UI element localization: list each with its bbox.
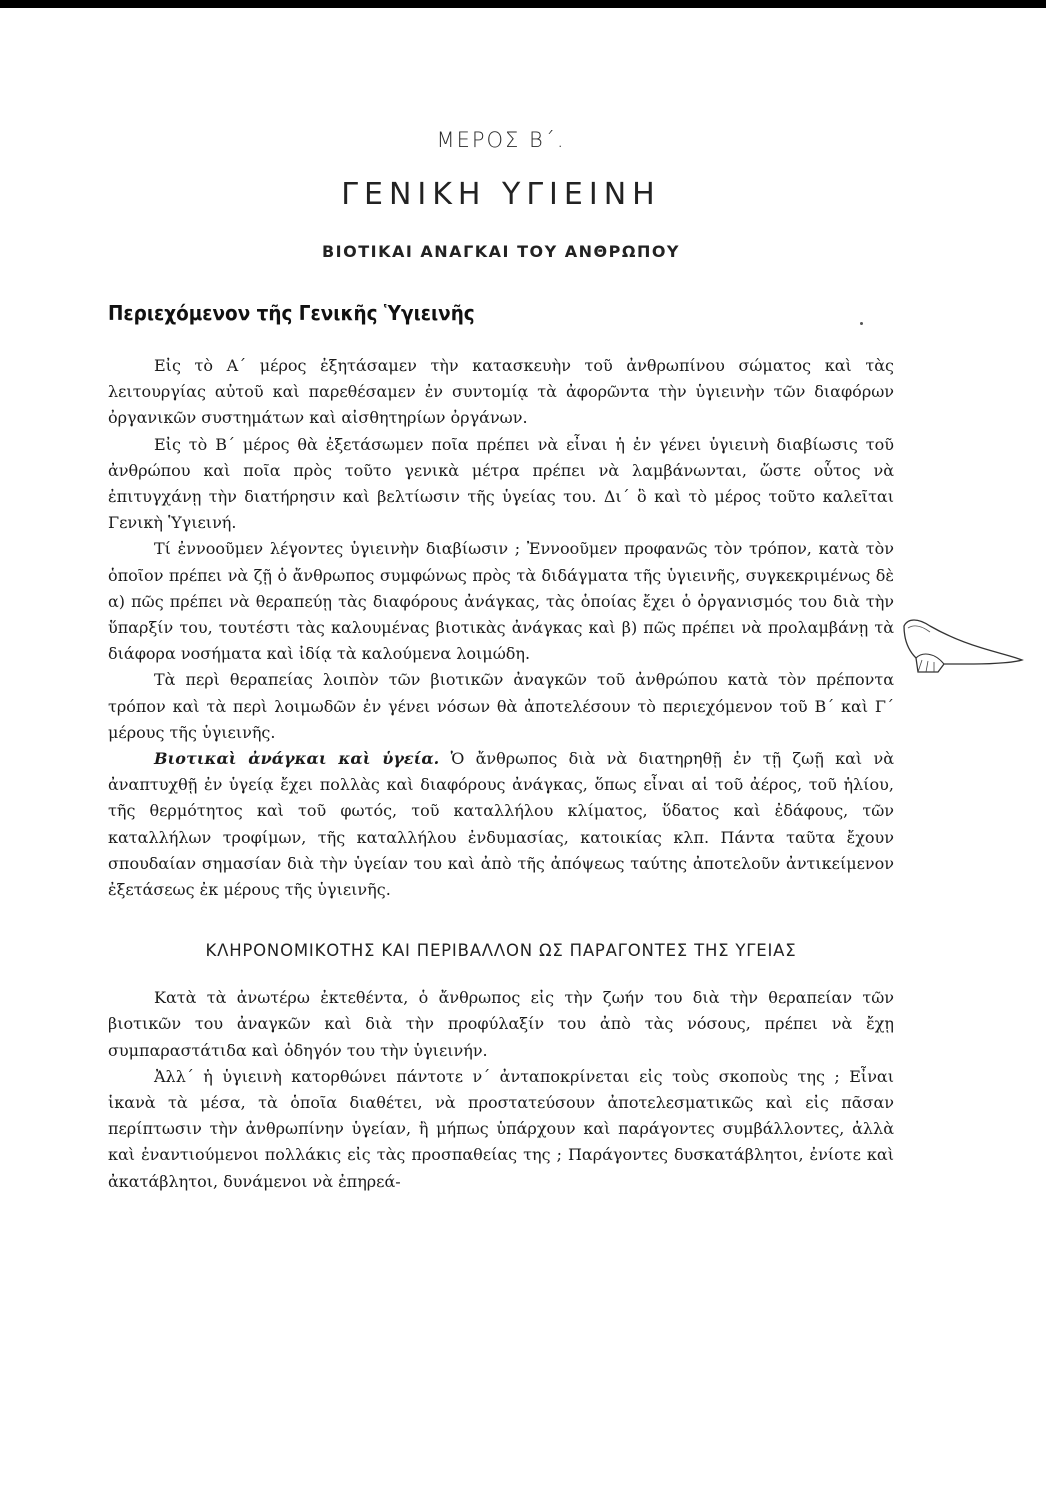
paragraph: Ἀλλ΄ ἡ ὑγιεινὴ κατορθώνει πάντοτε ν΄ ἀνταποκρίνεται εἰς τοὺς σκοποὺς της ; Εἶναι ἱκανὰ τὰ μέσα, τὰ ὁποῖα διαθέτει, νὰ προστατεύσουν ἀποτελεσματικῶς καὶ εἰς πᾶσαν περίπτωσιν τὴν ἀνθρωπίνην ὑγείαν, ἢ μήπως ὑπάρχουν καὶ παράγοντες συμβάλλοντες, ἀλλὰ καὶ ἐναντιούμενοι πολλάκις εἰς τὰς προσπαθείας της ; Παράγοντες δυσκατάβλητοι, ἐνίοτε καὶ ἀκατάβλητοι, δυνάμενοι νὰ ἐπηρεά- — [108, 1066, 894, 1191]
scan-top-border — [0, 0, 1046, 8]
paragraph-with-inline-title — [108, 746, 894, 903]
subtitle: ΒΙΟΤΙΚΑΙ ΑΝΑΓΚΑΙ ΤΟΥ ΑΝΘΡΩΠΟΥ — [321, 242, 681, 261]
section-heading-heredity: ΚΛΗΡΟΝΟΜΙΚΟΤΗΣ ΚΑΙ ΠΕΡΙΒΑΛΛΟΝ ΩΣ ΠΑΡΑΓΟΝΤΕΣ ΤΗΣ ΥΓΕΙΑΣ — [205, 941, 797, 961]
inline-paragraph-text: Ὁ ἄνθρωπος διὰ νὰ διατηρηθῇ ἐν τῇ ζωῇ καὶ νὰ ἀναπτυχθῇ ἐν ὑγείᾳ ἔχει πολλὰς καὶ διαφόρους ἀνάγκας, ὅπως εἶναι αἱ τοῦ ἀέρος, τοῦ ἡλίου, τῆς θερμότητος καὶ τοῦ φωτός, τοῦ καταλλήλου κλίματος, ὕδατος καὶ ἐδάφους, τῶν καταλλήλων τροφίμων, τῆς καταλλήλου ἐνδυμασίας, κατοικίας κλπ. Πάντα ταῦτα ἔχουν σπουδαίαν σημασίαν διὰ τὴν ὑγείαν του καὶ ἀπὸ τῆς ἀπόψεως ταύτης ἀποτελοῦν ἀντικείμενον ἐξετάσεως ἐκ μέρους τῆς ὑγιεινῆς. — [108, 749, 895, 900]
main-title: ΓΕΝΙΚΗ ΥΓΙΕΙΝΗ — [341, 177, 661, 212]
document-page — [108, 128, 894, 1195]
paragraph: Εἰς τὸ Α΄ μέρος ἐξητάσαμεν τὴν κατασκευὴν τοῦ ἀνθρωπίνου σώματος καὶ τὰς λειτουργίας αὐτοῦ καὶ παρεθέσαμεν ἐν συντομίᾳ τὰ ἀφορῶντα τὴν ὑγιεινὴν τῶν διαφόρων ὀργανικῶν συστημάτων καὶ αἰσθητηρίων ὀργάνων. — [108, 356, 894, 428]
paragraph: Κατὰ τὰ ἀνωτέρω ἐκτεθέντα, ὁ ἄνθρωπος εἰς τὴν ζωήν του διὰ τὴν θεραπείαν τῶν βιοτικῶν του ἀναγκῶν καὶ διὰ τὴν προφύλαξίν του ἀπὸ τὰς νόσους, πρέπει νὰ ἔχῃ συμπαραστάτιδα καὶ ὁδηγόν του τὴν ὑγιεινήν. — [108, 988, 894, 1060]
inline-title: Βιοτικαὶ ἀνάγκαι καὶ ὑγεία. — [154, 749, 440, 769]
paragraph: Τί ἐννοοῦμεν λέγοντες ὑγιεινὴν διαβίωσιν ; Ἐννοοῦμεν προφανῶς τὸν τρόπον, κατὰ τὸν ὁποῖον πρέπει νὰ ζῇ ὁ ἄνθρωπος συμφώνως πρὸς τὰ διδάγματα τῆς ὑγιεινῆς, συγκεκριμένως δὲ α) πῶς πρέπει νὰ θεραπεύῃ τὰς διαφόρους ἀνάγκας, τὰς ὁποίας ἔχει ὁ ὀργανισμός του διὰ τὴν ὕπαρξίν του, τουτέστι τὰς καλουμένας βιοτικὰς ἀνάγκας καὶ β) πῶς πρέπει νὰ προλαμβάνῃ τὰ διάφορα νοσήματα καὶ ἰδίᾳ τὰ καλούμενα λοιμώδη. — [108, 539, 894, 664]
part-label: ΜΕΡΟΣ Β΄. — [436, 128, 566, 152]
paragraph: Εἰς τὸ Β΄ μέρος θὰ ἐξετάσωμεν ποῖα πρέπει νὰ εἶναι ἡ ἐν γένει ὑγιεινὴ διαβίωσις τοῦ ἀνθρώπου καὶ ποῖα πρὸς τοῦτο γενικὰ μέτρα πρέπει νὰ λαμβάνωνται, ὥστε οὗτος νὰ ἐπιτυγχάνῃ τὴν διατήρησιν καὶ βελτίωσιν τῆς ὑγείας του. Δι΄ ὃ καὶ τὸ μέρος τοῦτο καλεῖται Γενικὴ Ὑγιεινή. — [108, 434, 894, 533]
paragraph: Τὰ περὶ θεραπείας λοιπὸν τῶν βιοτικῶν ἀναγκῶν τοῦ ἀνθρώπου κατὰ τὸν πρέποντα τρόπον καὶ τὰ περὶ λοιμωδῶν ἐν γένει νόσων θὰ ἀποτελέσουν τὸ περιεχόμενον τοῦ Β΄ καὶ Γ΄ μέρους τῆς ὑγιεινῆς. — [108, 670, 894, 742]
shoe-sketch-drawing — [900, 612, 1024, 676]
section-heading-content: Περιεχόμενον τῆς Γενικῆς Ὑγιεινῆς — [108, 301, 475, 325]
